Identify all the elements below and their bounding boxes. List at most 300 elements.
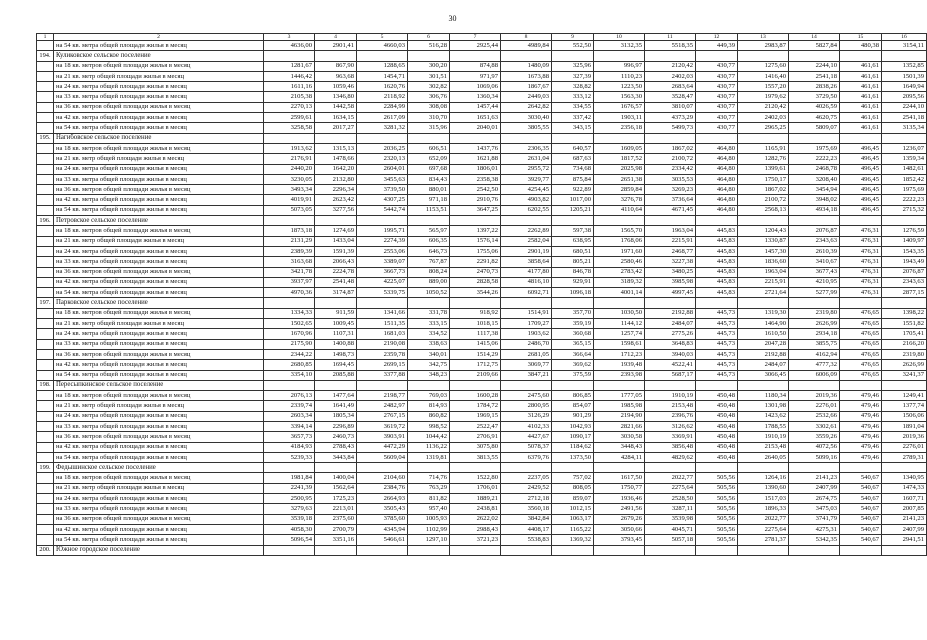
value-cell: 5078,37 (501, 442, 552, 452)
value-cell: 2679,26 (594, 514, 645, 524)
value-cell: 1709,27 (501, 319, 552, 329)
value-cell: 2319,80 (882, 349, 927, 359)
value-cell: 2213,01 (315, 504, 357, 514)
section-row (37, 463, 927, 473)
value-cell: 4001,14 (594, 288, 645, 298)
value-cell: 2047,28 (738, 339, 789, 349)
value-cell: 1297,10 (408, 535, 450, 545)
value-cell: 2789,31 (882, 452, 927, 462)
section-row (37, 133, 927, 143)
value-cell: 808,24 (408, 267, 450, 277)
value-cell: 1352,85 (882, 61, 927, 71)
value-cell: 2800,95 (501, 401, 552, 411)
value-cell: 1415,06 (450, 339, 501, 349)
value-cell: 357,70 (552, 308, 594, 318)
value-cell: 4225,07 (357, 277, 408, 287)
row-description: на 54 кв. метра общей площади жилья в месяц (54, 205, 264, 215)
empty-cell (882, 133, 927, 143)
value-cell: 1223,50 (594, 82, 645, 92)
value-cell: 445,83 (696, 257, 738, 267)
row-description: на 36 кв. метров общей площади жилья в месяц (54, 349, 264, 359)
value-cell: 2664,93 (357, 494, 408, 504)
value-cell: 918,92 (450, 308, 501, 318)
value-cell: 5827,84 (789, 41, 840, 51)
value-cell: 496,45 (840, 185, 882, 195)
row-number-cell (37, 236, 54, 246)
empty-cell (357, 380, 408, 390)
value-cell: 1165,91 (738, 143, 789, 153)
value-cell: 3276,78 (594, 195, 645, 205)
value-cell: 2712,18 (501, 494, 552, 504)
table-row (37, 524, 927, 534)
value-cell: 2396,76 (645, 411, 696, 421)
value-cell: 1274,69 (315, 226, 357, 236)
empty-cell (552, 51, 594, 61)
empty-cell (789, 463, 840, 473)
value-cell: 2131,29 (264, 236, 315, 246)
value-cell: 5466,61 (357, 535, 408, 545)
value-cell: 2568,13 (738, 205, 789, 215)
value-cell: 2019,36 (789, 391, 840, 401)
value-cell: 1557,20 (738, 82, 789, 92)
value-cell: 929,91 (552, 277, 594, 287)
value-cell: 4162,94 (789, 349, 840, 359)
value-cell: 2582,04 (501, 236, 552, 246)
value-cell: 1969,15 (450, 411, 501, 421)
value-cell: 479,46 (840, 391, 882, 401)
row-description: на 54 кв. метра общей площади жилья в месяц (54, 370, 264, 380)
table-row (37, 41, 927, 51)
value-cell: 1755,06 (450, 246, 501, 256)
section-title: Петровское сельское поселение (54, 216, 264, 226)
row-description: на 18 кв. метров общей площади жилья в месяц (54, 391, 264, 401)
value-cell: 464,80 (696, 174, 738, 184)
value-cell: 2783,42 (594, 267, 645, 277)
table-row (37, 391, 927, 401)
value-cell: 2468,78 (789, 164, 840, 174)
empty-cell (450, 298, 501, 308)
value-cell: 505,56 (696, 504, 738, 514)
value-cell: 2642,82 (501, 102, 552, 112)
value-cell: 5277,99 (789, 288, 840, 298)
value-cell: 3227,38 (645, 257, 696, 267)
empty-cell (696, 133, 738, 143)
value-cell: 1180,34 (738, 391, 789, 401)
value-cell: 2553,06 (357, 246, 408, 256)
empty-cell (789, 51, 840, 61)
table-row (37, 246, 927, 256)
value-cell: 2166,20 (882, 339, 927, 349)
value-cell: 3302,61 (789, 421, 840, 431)
row-number-cell (37, 164, 54, 174)
value-cell: 300,20 (408, 61, 450, 71)
empty-cell (501, 298, 552, 308)
row-description: на 36 кв. метров общей площади жилья в месяц (54, 102, 264, 112)
row-description: на 18 кв. метров общей площади жилья в месяц (54, 143, 264, 153)
value-cell: 1409,97 (882, 236, 927, 246)
value-cell: 3163,68 (264, 257, 315, 267)
empty-cell (264, 380, 315, 390)
value-cell: 1543,35 (882, 246, 927, 256)
value-cell: 1059,46 (315, 82, 357, 92)
value-cell: 476,31 (840, 277, 882, 287)
value-cell: 2407,99 (882, 524, 927, 534)
value-cell: 3847,21 (501, 370, 552, 380)
row-number-cell (37, 504, 54, 514)
table-row (37, 164, 927, 174)
value-cell: 4210,95 (789, 277, 840, 287)
value-cell: 496,45 (840, 205, 882, 215)
value-cell: 1891,04 (882, 421, 927, 431)
value-cell: 480,38 (840, 41, 882, 51)
row-number-cell (37, 61, 54, 71)
empty-cell (315, 216, 357, 226)
value-cell: 2215,91 (645, 236, 696, 246)
value-cell: 1501,39 (882, 71, 927, 81)
row-description: на 24 кв. метра общей площади жилья в месяц (54, 494, 264, 504)
value-cell: 2877,15 (882, 288, 927, 298)
value-cell: 1563,30 (594, 92, 645, 102)
value-cell: 1498,73 (315, 349, 357, 359)
value-cell: 1889,21 (450, 494, 501, 504)
value-cell: 2190,08 (357, 339, 408, 349)
value-cell: 811,82 (408, 494, 450, 504)
value-cell: 1236,07 (882, 143, 927, 153)
value-cell: 2699,15 (357, 360, 408, 370)
value-cell: 1979,62 (738, 92, 789, 102)
section-title: Нагибовское сельское поселение (54, 133, 264, 143)
value-cell: 2934,18 (789, 329, 840, 339)
row-description: на 18 кв. метров общей площади жилья в месяц (54, 226, 264, 236)
value-cell: 476,65 (840, 339, 882, 349)
table-row (37, 421, 927, 431)
value-cell: 445,83 (696, 267, 738, 277)
value-cell: 1642,20 (315, 164, 357, 174)
value-cell: 540,67 (840, 483, 882, 493)
column-number-cell: 1 (37, 34, 54, 41)
value-cell: 1712,75 (450, 360, 501, 370)
value-cell: 3805,55 (501, 123, 552, 133)
value-cell: 3741,79 (789, 514, 840, 524)
value-cell: 2767,15 (357, 411, 408, 421)
value-cell: 1301,98 (738, 401, 789, 411)
value-cell: 2192,88 (645, 308, 696, 318)
empty-cell (645, 133, 696, 143)
value-cell: 3050,66 (594, 524, 645, 534)
value-cell: 3454,94 (789, 185, 840, 195)
value-cell: 476,31 (840, 257, 882, 267)
row-description: на 42 кв. метра общей площади жилья в месяц (54, 113, 264, 123)
value-cell: 834,43 (408, 174, 450, 184)
value-cell: 2109,66 (450, 370, 501, 380)
value-cell: 476,31 (840, 267, 882, 277)
value-cell: 2674,75 (789, 494, 840, 504)
value-cell: 1750,77 (594, 483, 645, 493)
value-cell: 714,76 (408, 473, 450, 483)
value-cell: 1433,04 (315, 236, 357, 246)
value-cell: 2320,13 (357, 154, 408, 164)
value-cell: 2859,84 (594, 185, 645, 195)
row-number-cell (37, 339, 54, 349)
empty-cell (264, 51, 315, 61)
table-row (37, 185, 927, 195)
value-cell: 1936,46 (594, 494, 645, 504)
section-number: 200. (37, 545, 54, 555)
value-cell: 1750,17 (738, 174, 789, 184)
empty-cell (645, 545, 696, 555)
value-cell: 1373,50 (552, 452, 594, 462)
value-cell: 4989,84 (501, 41, 552, 51)
value-cell: 1600,28 (450, 391, 501, 401)
value-cell: 4373,29 (645, 113, 696, 123)
value-cell: 1369,32 (552, 535, 594, 545)
value-cell: 1204,43 (738, 226, 789, 236)
row-description: на 24 кв. метра общей площади жилья в месяц (54, 82, 264, 92)
value-cell: 3287,11 (645, 504, 696, 514)
section-title: Куликовское сельское поселение (54, 51, 264, 61)
value-cell: 1836,60 (738, 257, 789, 267)
value-cell: 1963,04 (645, 226, 696, 236)
value-cell: 2375,60 (315, 514, 357, 524)
table-row (37, 504, 927, 514)
empty-cell (552, 545, 594, 555)
value-cell: 1249,41 (882, 391, 927, 401)
value-cell: 2775,26 (645, 329, 696, 339)
row-description: на 33 кв. метра общей площади жилья в месяц (54, 339, 264, 349)
row-number-cell (37, 71, 54, 81)
value-cell: 4275,31 (789, 524, 840, 534)
value-cell: 2100,72 (738, 195, 789, 205)
value-cell: 3842,84 (501, 514, 552, 524)
section-title: Парковское сельское поселение (54, 298, 264, 308)
value-cell: 3667,73 (357, 267, 408, 277)
table-row (37, 205, 927, 215)
value-cell: 3940,03 (645, 349, 696, 359)
value-cell: 2274,39 (357, 236, 408, 246)
empty-cell (501, 545, 552, 555)
value-cell: 1136,22 (408, 442, 450, 452)
row-number-cell (37, 195, 54, 205)
value-cell: 2626,99 (789, 319, 840, 329)
row-number-cell (37, 92, 54, 102)
row-description: на 18 кв. метров общей площади жилья в месяц (54, 61, 264, 71)
value-cell: 640,57 (552, 143, 594, 153)
value-cell: 2275,64 (738, 524, 789, 534)
value-cell: 2541,18 (882, 113, 927, 123)
value-cell: 2237,05 (501, 473, 552, 483)
row-number-cell (37, 421, 54, 431)
value-cell: 2680,85 (264, 360, 315, 370)
value-cell: 430,77 (696, 92, 738, 102)
value-cell: 1400,88 (315, 339, 357, 349)
value-cell: 2500,95 (264, 494, 315, 504)
value-cell: 2141,23 (882, 514, 927, 524)
value-cell: 2910,76 (450, 195, 501, 205)
value-cell: 3736,64 (645, 195, 696, 205)
empty-cell (840, 380, 882, 390)
value-cell: 496,45 (840, 174, 882, 184)
value-cell: 2599,61 (264, 113, 315, 123)
empty-cell (357, 216, 408, 226)
empty-cell (738, 51, 789, 61)
empty-cell (594, 463, 645, 473)
value-cell: 2484,07 (738, 360, 789, 370)
value-cell: 860,82 (408, 411, 450, 421)
value-cell: 2925,44 (450, 41, 501, 51)
value-cell: 805,21 (552, 257, 594, 267)
value-cell: 476,65 (840, 329, 882, 339)
value-cell: 2270,13 (264, 102, 315, 112)
value-cell: 310,70 (408, 113, 450, 123)
value-cell: 4284,11 (594, 452, 645, 462)
table-row (37, 92, 927, 102)
value-cell: 3030,40 (501, 113, 552, 123)
value-cell: 2017,27 (315, 123, 357, 133)
value-cell: 1681,03 (357, 329, 408, 339)
value-cell: 1069,06 (450, 82, 501, 92)
empty-cell (840, 133, 882, 143)
value-cell: 971,97 (450, 71, 501, 81)
value-cell: 687,63 (552, 154, 594, 164)
row-number-cell (37, 535, 54, 545)
value-cell: 846,78 (552, 267, 594, 277)
value-cell: 1457,44 (450, 102, 501, 112)
value-cell: 763,29 (408, 483, 450, 493)
value-cell: 1963,04 (738, 267, 789, 277)
value-cell: 464,80 (696, 185, 738, 195)
row-description: на 24 кв. метра общей площади жилья в месяц (54, 246, 264, 256)
value-cell: 2141,23 (789, 473, 840, 483)
value-cell: 479,46 (840, 401, 882, 411)
value-cell: 1117,38 (450, 329, 501, 339)
value-cell: 2610,39 (789, 246, 840, 256)
row-number-cell (37, 494, 54, 504)
value-cell: 2440,20 (264, 164, 315, 174)
empty-cell (738, 298, 789, 308)
value-cell: 1340,95 (882, 473, 927, 483)
value-cell: 3739,50 (357, 185, 408, 195)
value-cell: 963,68 (315, 71, 357, 81)
empty-cell (552, 216, 594, 226)
row-number-cell (37, 257, 54, 267)
value-cell: 5057,18 (645, 535, 696, 545)
value-cell: 3729,50 (789, 92, 840, 102)
value-cell: 1257,74 (594, 329, 645, 339)
value-cell: 859,07 (552, 494, 594, 504)
value-cell: 1634,15 (315, 113, 357, 123)
value-cell: 3929,77 (501, 174, 552, 184)
value-cell: 2104,60 (357, 473, 408, 483)
value-cell: 5096,54 (264, 535, 315, 545)
column-number-cell: 6 (408, 34, 450, 41)
value-cell: 1576,14 (450, 236, 501, 246)
value-cell: 2482,97 (357, 401, 408, 411)
empty-cell (882, 298, 927, 308)
value-cell: 1050,52 (408, 288, 450, 298)
value-cell: 1377,74 (882, 401, 927, 411)
value-cell: 1474,33 (882, 483, 927, 493)
value-cell: 496,45 (840, 195, 882, 205)
row-description: на 21 кв. метр общей площади жилья в месяц (54, 154, 264, 164)
value-cell: 1611,16 (264, 82, 315, 92)
value-cell: 464,80 (696, 195, 738, 205)
value-cell: 4522,41 (645, 360, 696, 370)
value-cell: 3560,18 (501, 504, 552, 514)
value-cell: 3721,23 (450, 535, 501, 545)
empty-cell (738, 133, 789, 143)
value-cell: 3258,58 (264, 123, 315, 133)
section-row (37, 380, 927, 390)
value-cell: 505,56 (696, 524, 738, 534)
value-cell: 957,40 (408, 504, 450, 514)
value-cell: 3619,72 (357, 421, 408, 431)
value-cell: 1551,82 (882, 319, 927, 329)
value-cell: 430,77 (696, 61, 738, 71)
value-cell: 1768,06 (594, 236, 645, 246)
value-cell: 476,65 (840, 360, 882, 370)
value-cell: 1852,42 (882, 174, 927, 184)
value-cell: 1903,62 (501, 329, 552, 339)
value-cell: 2393,98 (594, 370, 645, 380)
table-row (37, 319, 927, 329)
value-cell: 4671,45 (645, 205, 696, 215)
value-cell: 1502,65 (264, 319, 315, 329)
value-cell: 1610,50 (738, 329, 789, 339)
value-cell: 2222,23 (882, 195, 927, 205)
row-description: на 24 кв. метра общей площади жилья в месяц (54, 164, 264, 174)
value-cell: 464,80 (696, 143, 738, 153)
value-cell: 450,48 (696, 452, 738, 462)
value-cell: 445,73 (696, 329, 738, 339)
table-row (37, 483, 927, 493)
value-cell: 3154,11 (882, 41, 927, 51)
value-cell: 1165,22 (552, 524, 594, 534)
empty-cell (357, 51, 408, 61)
value-cell: 445,83 (696, 288, 738, 298)
empty-cell (789, 298, 840, 308)
value-cell: 1694,45 (315, 360, 357, 370)
empty-cell (357, 133, 408, 143)
value-cell: 1867,02 (738, 185, 789, 195)
table-row (37, 236, 927, 246)
value-cell: 1454,71 (357, 71, 408, 81)
empty-cell (264, 545, 315, 555)
empty-cell (594, 133, 645, 143)
value-cell: 3448,43 (594, 442, 645, 452)
value-cell: 6006,09 (789, 370, 840, 380)
value-cell: 375,59 (552, 370, 594, 380)
value-cell: 4660,03 (357, 41, 408, 51)
table-row (37, 154, 927, 164)
value-cell: 808,05 (552, 483, 594, 493)
column-number-cell: 2 (54, 34, 264, 41)
column-number-cell: 11 (645, 34, 696, 41)
value-cell: 342,75 (408, 360, 450, 370)
row-description: на 21 кв. метр общей площади жилья в месяц (54, 401, 264, 411)
value-cell: 3030,58 (594, 432, 645, 442)
value-cell: 1399,61 (738, 164, 789, 174)
value-cell: 476,65 (840, 308, 882, 318)
value-cell: 4903,82 (501, 195, 552, 205)
empty-cell (315, 51, 357, 61)
value-cell: 461,61 (840, 113, 882, 123)
empty-cell (450, 545, 501, 555)
empty-cell (789, 216, 840, 226)
value-cell: 1562,64 (315, 483, 357, 493)
value-cell: 445,73 (696, 319, 738, 329)
row-description: на 36 кв. метров общей площади жилья в месяц (54, 514, 264, 524)
row-number-cell (37, 123, 54, 133)
